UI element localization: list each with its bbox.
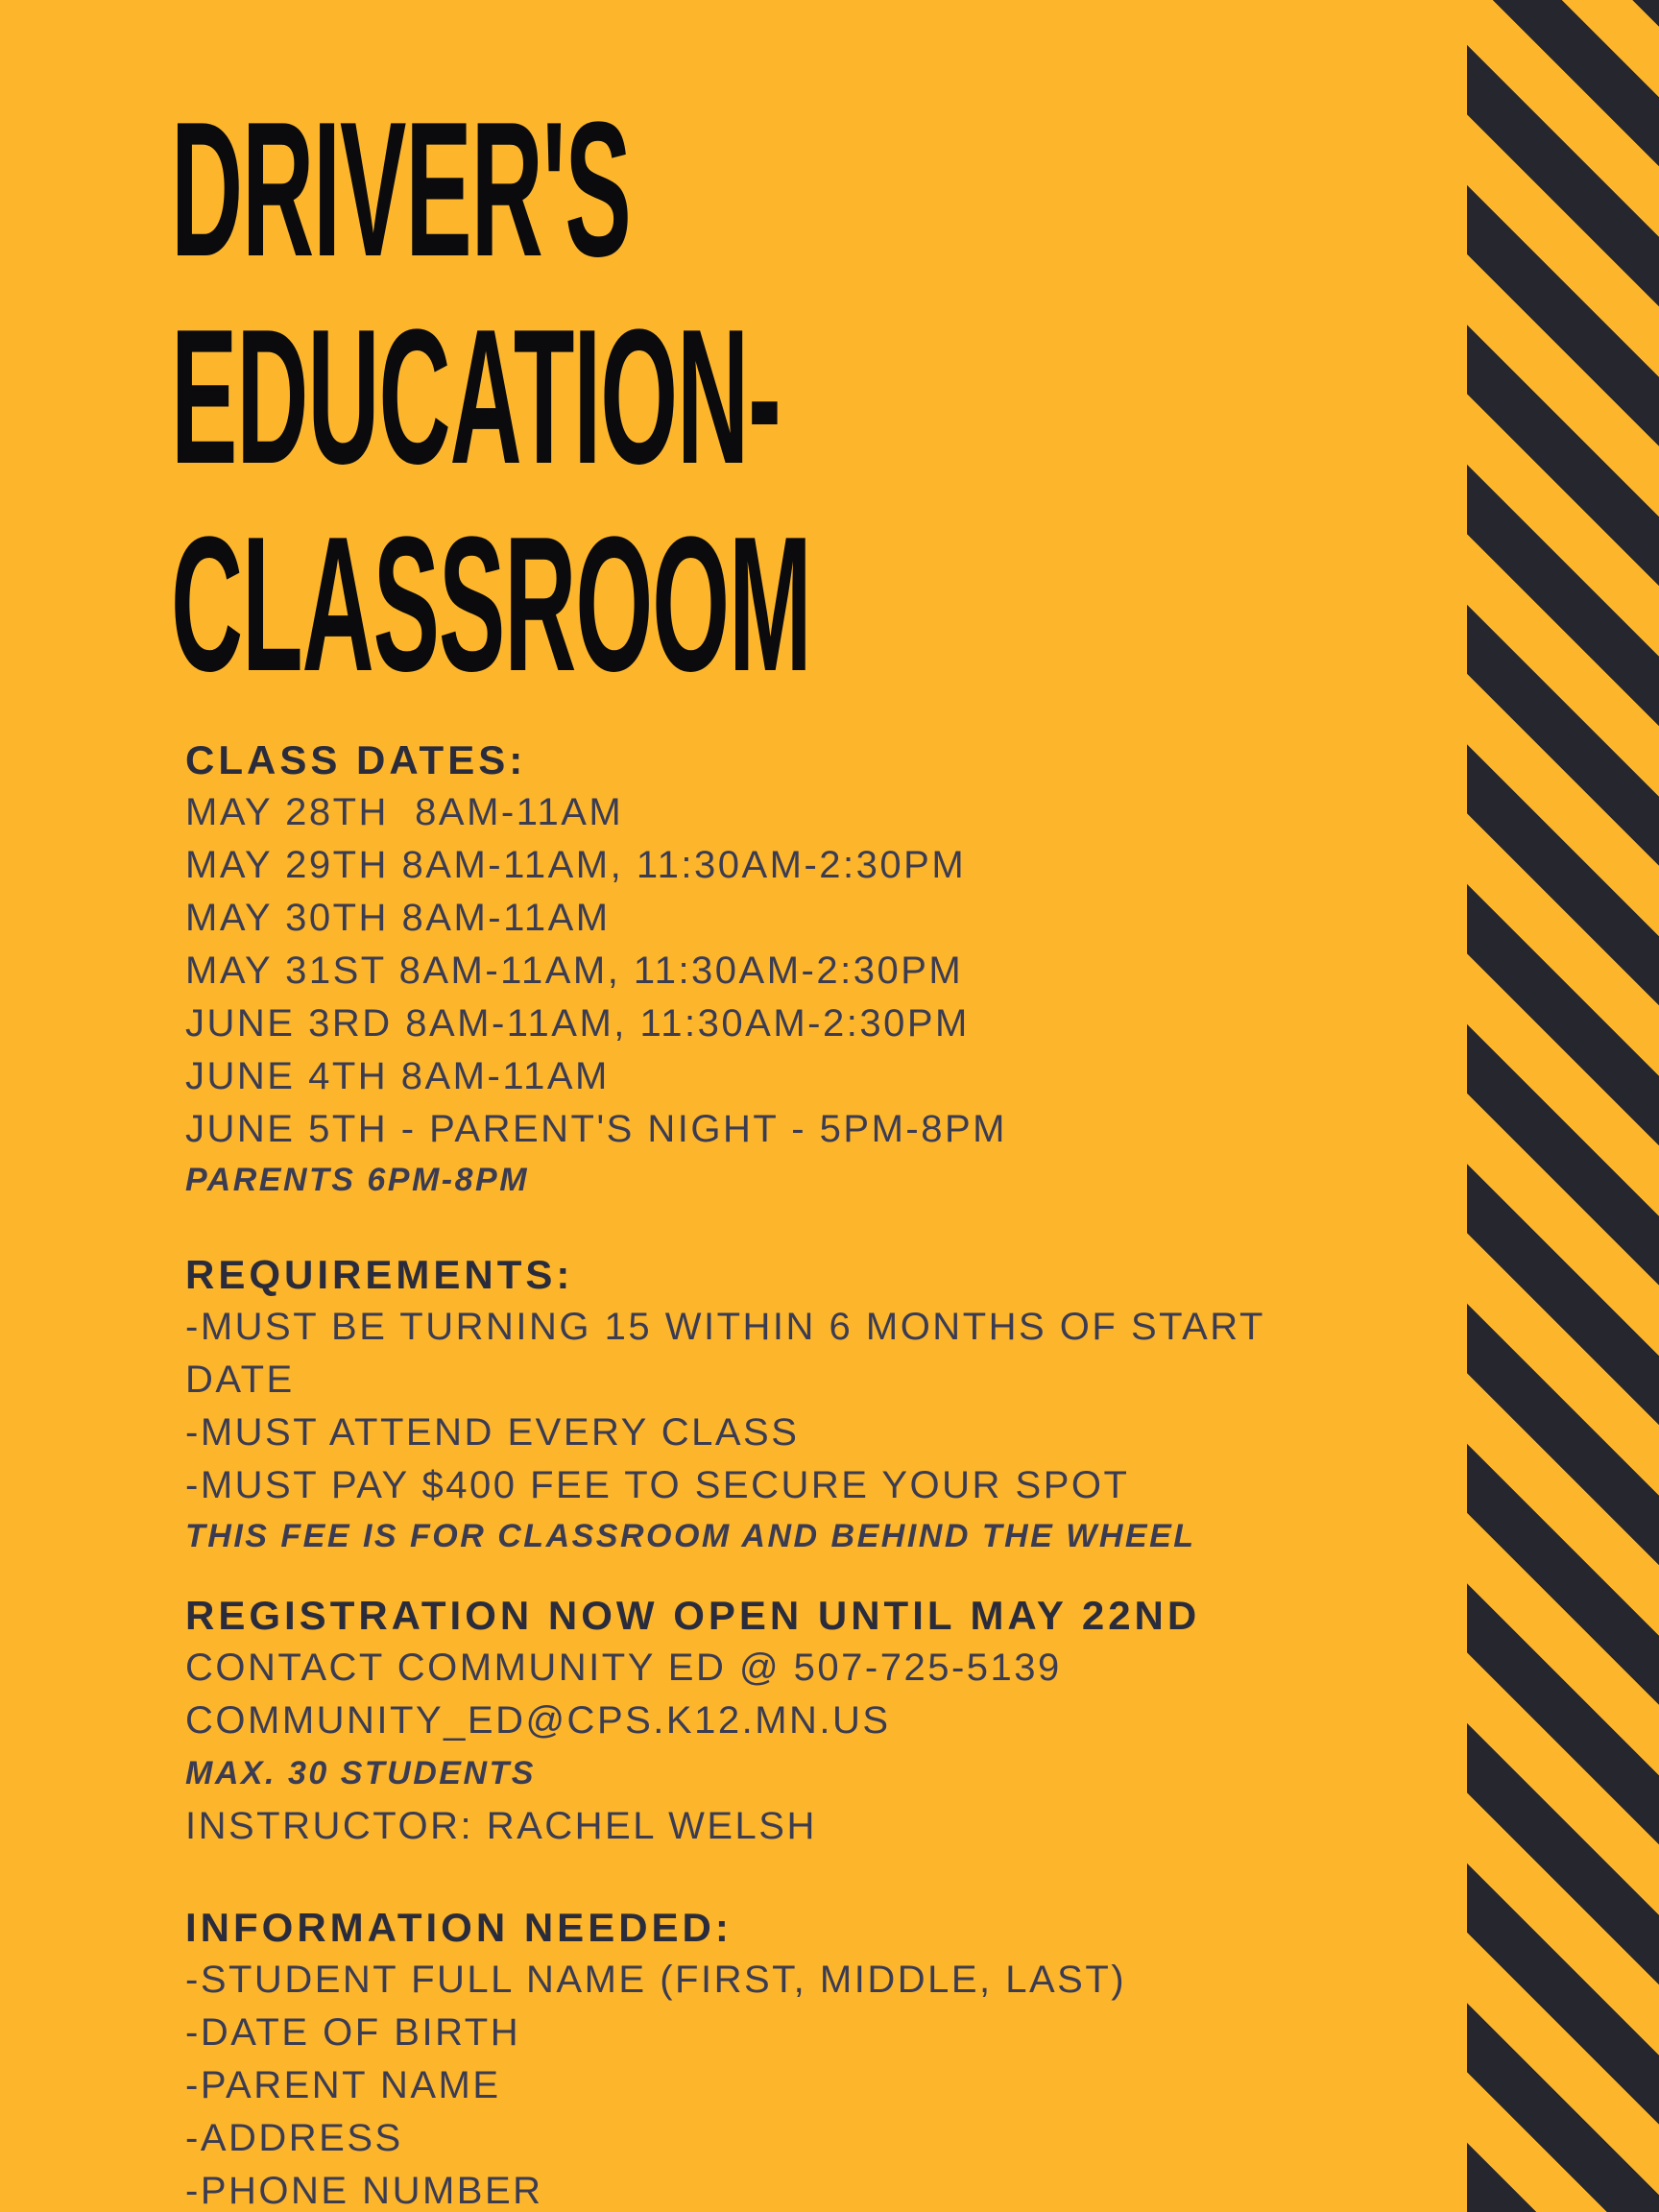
date-line: JUNE 5TH - PARENT'S NIGHT - 5PM-8PM (185, 1108, 1007, 1150)
date-line: MAY 28TH 8AM-11AM (185, 791, 624, 833)
date-line: MAY 29TH 8AM-11AM, 11:30AM-2:30PM (185, 844, 967, 886)
section-class-dates (185, 733, 1313, 1204)
requirement-line: -MUST BE TURNING 15 WITHIN 6 MONTHS OF START DATE (185, 1306, 1278, 1401)
title-line: EDUCATION- (171, 290, 781, 504)
requirement-line: -MUST ATTEND EVERY CLASS (185, 1411, 800, 1454)
requirements-heading: REQUIREMENTS: (185, 1252, 574, 1297)
title-line: CLASSROOM (171, 497, 811, 711)
info-needed-line: -DATE OF BIRTH (185, 2011, 521, 2054)
info-needed-line: -PHONE NUMBER (185, 2170, 543, 2212)
requirement-line: -MUST PAY $400 FEE TO SECURE YOUR SPOT (185, 1464, 1130, 1506)
instructor-line: INSTRUCTOR: RACHEL WELSH (185, 1805, 817, 1847)
date-line: MAY 31ST 8AM-11AM, 11:30AM-2:30PM (185, 950, 964, 992)
section-requirements (185, 1248, 1313, 1560)
class-dates-heading: CLASS DATES: (185, 737, 527, 782)
section-information-needed (185, 1901, 1313, 2212)
date-line: JUNE 4TH 8AM-11AM (185, 1055, 610, 1097)
info-needed-line: -PARENT NAME (185, 2064, 501, 2106)
max-students-note: MAX. 30 STUDENTS (185, 1755, 536, 1791)
contact-email-line: COMMUNITY_ED@CPS.K12.MN.US (185, 1699, 891, 1742)
title-line: DRIVER'S (171, 83, 631, 297)
page-title (171, 83, 811, 711)
info-needed-line: -ADDRESS (185, 2117, 403, 2159)
parents-time-note: PARENTS 6PM-8PM (185, 1162, 530, 1198)
section-registration (185, 1589, 1313, 1853)
date-line: MAY 30TH 8AM-11AM (185, 897, 611, 939)
fee-note: THIS FEE IS FOR CLASSROOM AND BEHIND THE WHEEL (185, 1518, 1196, 1554)
info-needed-line: -STUDENT FULL NAME (FIRST, MIDDLE, LAST) (185, 1959, 1127, 2001)
information-needed-heading: INFORMATION NEEDED: (185, 1905, 733, 1950)
registration-heading: REGISTRATION NOW OPEN UNTIL MAY 22ND (185, 1593, 1201, 1638)
contact-phone-line: CONTACT COMMUNITY ED @ 507-725-5139 (185, 1647, 1062, 1689)
date-line: JUNE 3RD 8AM-11AM, 11:30AM-2:30PM (185, 1002, 970, 1045)
